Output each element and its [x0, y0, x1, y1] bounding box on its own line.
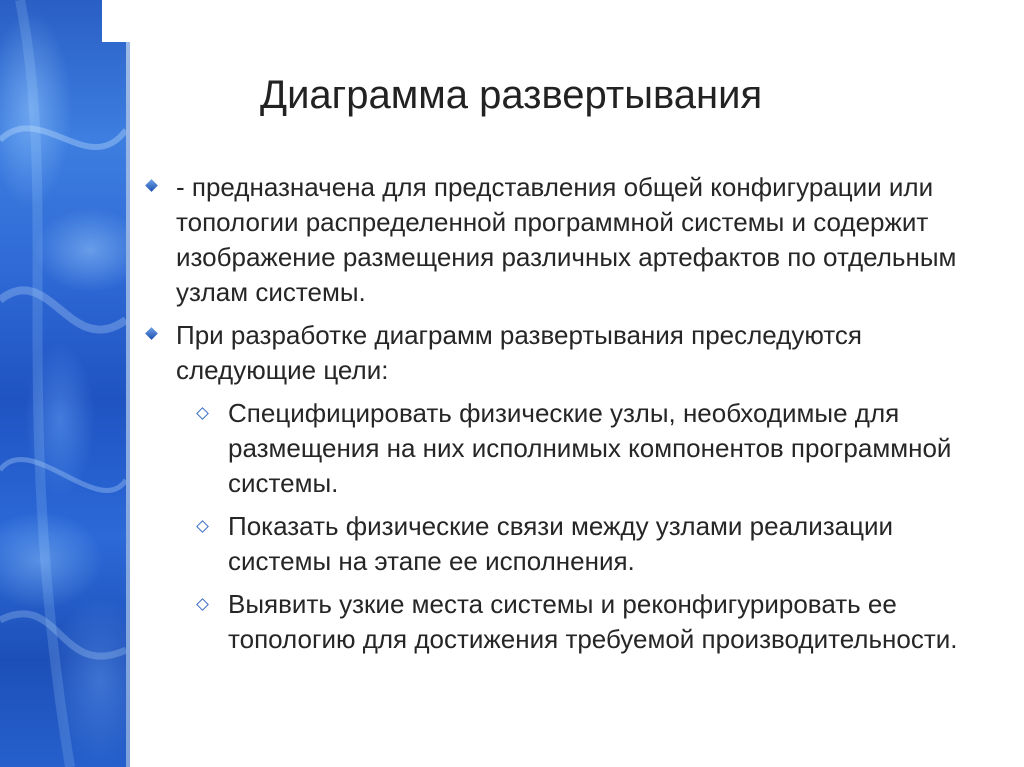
band-edge-strip [126, 42, 130, 767]
sub-bullet-item-links [140, 509, 1000, 579]
sub-bullet-item-bottlenecks [140, 587, 1000, 657]
hollow-diamond-icon [196, 598, 209, 611]
sub-bullet-item-nodes [140, 396, 1000, 501]
bullet-list [140, 170, 1000, 665]
hollow-diamond-icon [196, 520, 209, 533]
band-swirl-decoration [0, 0, 126, 767]
filled-diamond-icon [145, 179, 158, 192]
decorative-side-band [0, 0, 126, 767]
bullet-text: - предназначена для представления общей конфигурации или топологии распределенной программной системы и содержит изображение размещения различных артефактов по отдельным узлам системы. [176, 172, 957, 307]
sub-bullet-text: Показать физические связи между узлами реализации системы на этапе ее исполнения. [228, 511, 894, 576]
hollow-diamond-icon [196, 407, 209, 420]
bullet-text: При разработке диаграмм развертывания преследуются следующие цели: [176, 320, 862, 385]
slide-title: Диаграмма развертывания [260, 73, 763, 117]
filled-diamond-icon [145, 327, 158, 340]
band-edge-notch [102, 0, 130, 42]
sub-bullet-text: Специфицировать физические узлы, необходимые для размещения на них исполнимых компонентов программной системы. [228, 398, 952, 498]
bullet-item-goals [140, 318, 1000, 388]
bullet-item-definition [140, 170, 1000, 310]
sub-bullet-text: Выявить узкие места системы и реконфигурировать ее топологию для достижения требуемой производительности. [228, 589, 958, 654]
